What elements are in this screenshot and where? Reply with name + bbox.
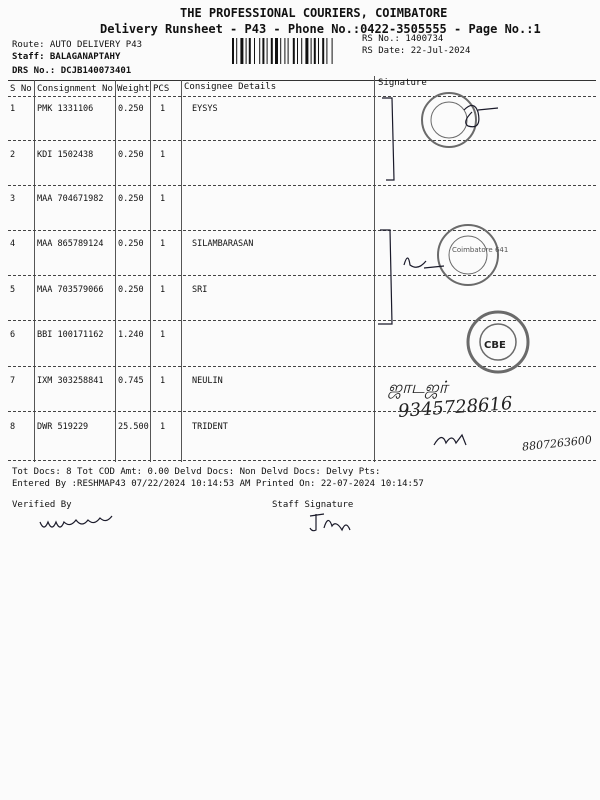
cell-sno: 3 (10, 194, 16, 204)
cell-pcs: 1 (160, 150, 166, 160)
cell-consignee: NEULIN (192, 376, 223, 386)
cell-weight: 1.240 (118, 330, 144, 340)
cell-consignment: IXM 303258841 (37, 376, 104, 386)
cell-sno: 1 (10, 104, 16, 114)
cell-sno: 4 (10, 239, 16, 249)
cell-consignment: KDI 1502438 (37, 150, 94, 160)
handwritten-name: ஜாடஜர் (388, 378, 448, 398)
cell-weight: 0.250 (118, 239, 144, 249)
barcode (230, 38, 358, 64)
cell-consignment: DWR 519229 (37, 422, 89, 432)
col-header-sno: S No (10, 84, 32, 94)
cell-weight: 0.250 (118, 285, 144, 295)
stamp-2-text: Coimbatore 641 (452, 246, 509, 254)
cell-consignee: SRI (192, 285, 208, 295)
handwritten-note: 8807263600 (521, 433, 593, 454)
col-header-consignee: Consignee Details (184, 82, 277, 92)
row-rule (8, 460, 596, 461)
route-label: Route: AUTO DELIVERY P43 (12, 40, 143, 50)
cell-consignment: PMK 1331106 (37, 104, 94, 114)
cell-weight: 0.250 (118, 104, 144, 114)
col-header-signature: Signature (378, 78, 427, 88)
cell-pcs: 1 (160, 422, 166, 432)
cell-sno: 2 (10, 150, 16, 160)
cell-consignee: SILAMBARASAN (192, 239, 254, 249)
cell-pcs: 1 (160, 104, 166, 114)
cell-consignee: EYSYS (192, 104, 218, 114)
cell-sno: 5 (10, 285, 16, 295)
signature-1 (464, 105, 498, 126)
cell-weight: 0.250 (118, 194, 144, 204)
cell-consignment: BBI 100171162 (37, 330, 104, 340)
cell-pcs: 1 (160, 194, 166, 204)
company-title: THE PROFESSIONAL COURIERS, COIMBATORE (180, 6, 448, 20)
signature-bracket (382, 98, 394, 180)
cell-weight: 0.250 (118, 150, 144, 160)
company-stamp-1 (422, 93, 476, 147)
cell-pcs: 1 (160, 330, 166, 340)
cell-weight: 25.500 (118, 422, 149, 432)
drs-number: DRS No.: DCJB140073401 (12, 66, 132, 76)
col-header-pcs: PCS (153, 84, 170, 94)
cell-sno: 8 (10, 422, 16, 432)
staff-signature-label: Staff Signature (272, 500, 354, 510)
totals-line: Tot Docs: 8 Tot COD Amt: 0.00 Delvd Docs: Non Delvd Docs: Delvy Pts: (12, 467, 381, 477)
runsheet-title: Delivery Runsheet - P43 - Phone No.:0422-3505555 - Page No.:1 (100, 22, 541, 36)
entered-printed-line: Entered By :RESHMAP43 07/22/2024 10:14:53 AM Printed On: 22-07-2024 10:14:57 (12, 479, 424, 489)
handwritten-phone: 9345728616 (397, 393, 514, 422)
verified-by-label: Verified By (12, 500, 72, 510)
cell-pcs: 1 (160, 285, 166, 295)
cell-consignee: TRIDENT (192, 422, 228, 432)
cell-consignment: MAA 703579066 (37, 285, 104, 295)
stamp-city: CBE (484, 340, 506, 351)
verified-signature (38, 510, 128, 535)
cell-pcs: 1 (160, 239, 166, 249)
cell-consignment: MAA 704671982 (37, 194, 104, 204)
company-stamp-2 (438, 225, 498, 285)
cell-pcs: 1 (160, 376, 166, 386)
staff-signature (306, 508, 356, 536)
signature-8 (434, 435, 466, 445)
col-header-weight: Weight (117, 84, 150, 94)
rs-date: RS Date: 22-Jul-2024 (362, 46, 471, 56)
cell-consignment: MAA 865789124 (37, 239, 104, 249)
cell-weight: 0.745 (118, 376, 144, 386)
signature-bracket (378, 230, 392, 324)
cell-sno: 7 (10, 376, 16, 386)
cell-sno: 6 (10, 330, 16, 340)
staff-label: Staff: BALAGANAPTAHY (12, 52, 121, 62)
col-header-consignment: Consignment No (37, 84, 113, 94)
rs-number: RS No.: 1400734 (362, 34, 444, 44)
